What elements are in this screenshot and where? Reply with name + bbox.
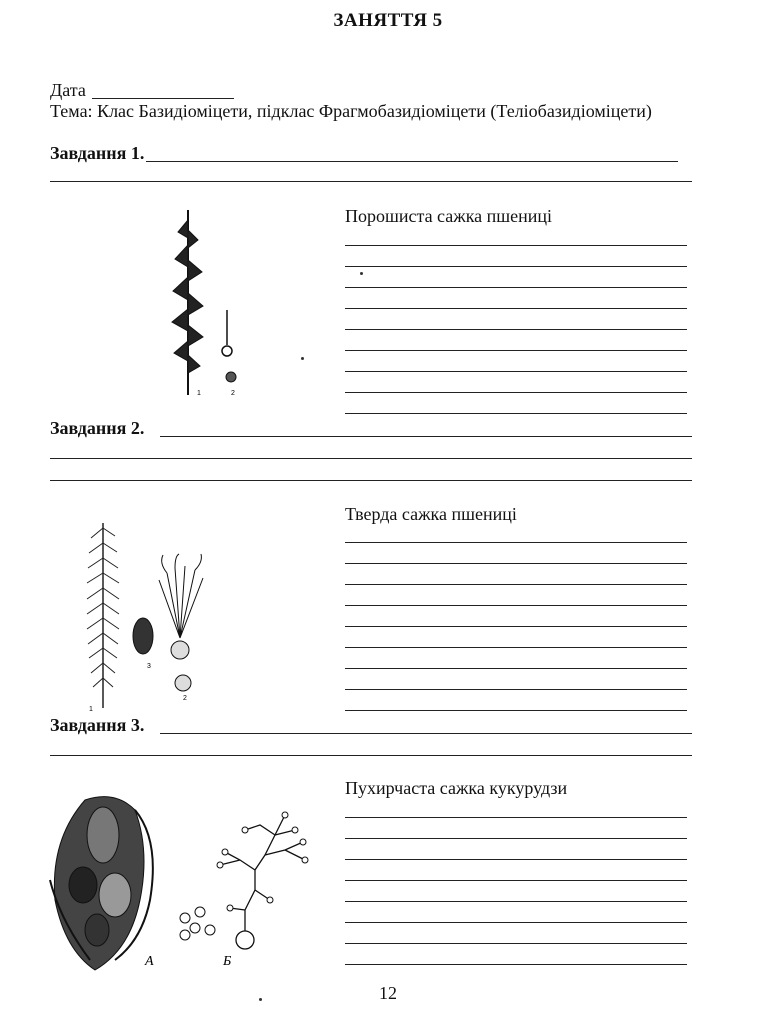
page-title: ЗАНЯТТЯ 5 (333, 10, 443, 31)
scan-speck (301, 357, 304, 360)
writing-line[interactable] (345, 287, 687, 288)
writing-line[interactable] (345, 392, 687, 393)
writing-line[interactable] (345, 308, 687, 309)
section-2-caption: Тверда сажка пшениці (345, 504, 517, 524)
writing-line[interactable] (345, 563, 687, 564)
writing-line[interactable] (345, 647, 687, 648)
writing-line[interactable] (345, 964, 687, 965)
task-2-label: Завдання 2. (50, 418, 145, 438)
writing-line[interactable] (345, 943, 687, 944)
task-1-answer-line-2[interactable] (50, 181, 692, 182)
task-3-answer-line-2[interactable] (50, 755, 692, 756)
figure-label: 2 (231, 390, 235, 397)
writing-line[interactable] (345, 542, 687, 543)
figure-label: 1 (89, 706, 93, 713)
task-3-label: Завдання 3. (50, 715, 145, 735)
stinking-smut-wheat-illustration (75, 518, 225, 713)
scan-speck (259, 998, 262, 1001)
section-1-caption: Порошиста сажка пшениці (345, 206, 553, 226)
loose-smut-wheat-illustration (155, 205, 265, 400)
page-number: 12 (379, 983, 397, 1003)
writing-line[interactable] (345, 901, 687, 902)
writing-line[interactable] (345, 266, 687, 267)
writing-line[interactable] (345, 350, 687, 351)
section-3-caption: Пухирчаста сажка кукурудзи (345, 778, 568, 798)
scan-speck (360, 272, 363, 275)
task-3-answer-line[interactable] (160, 733, 692, 734)
writing-line[interactable] (345, 880, 687, 881)
figure-label: 3 (147, 663, 151, 670)
writing-line[interactable] (345, 859, 687, 860)
writing-line[interactable] (345, 413, 687, 414)
figure-label-a: А (145, 954, 154, 969)
task-2-answer-line-3[interactable] (50, 480, 692, 481)
date-field-line[interactable] (92, 98, 234, 99)
writing-line[interactable] (345, 922, 687, 923)
writing-line[interactable] (345, 817, 687, 818)
writing-line[interactable] (345, 626, 687, 627)
task-2-answer-line[interactable] (160, 436, 692, 437)
writing-line[interactable] (345, 689, 687, 690)
figure-label-b: Б (223, 954, 232, 969)
writing-line[interactable] (345, 710, 687, 711)
topic-text: Тема: Клас Базидіоміцети, підклас Фрагмобазидіоміцети (Теліобазидіоміцети) (50, 101, 652, 121)
writing-line[interactable] (345, 605, 687, 606)
figure-label: 1 (197, 390, 201, 397)
writing-line[interactable] (345, 329, 687, 330)
writing-line[interactable] (345, 668, 687, 669)
task-2-answer-line-2[interactable] (50, 458, 692, 459)
writing-line[interactable] (345, 245, 687, 246)
task-1-label: Завдання 1. (50, 143, 145, 163)
figure-label: 2 (183, 695, 187, 702)
date-label: Дата (50, 80, 86, 100)
writing-line[interactable] (345, 584, 687, 585)
writing-line[interactable] (345, 838, 687, 839)
task-1-answer-line[interactable] (146, 161, 678, 162)
writing-line[interactable] (345, 371, 687, 372)
corn-boil-smut-illustration (45, 790, 325, 970)
